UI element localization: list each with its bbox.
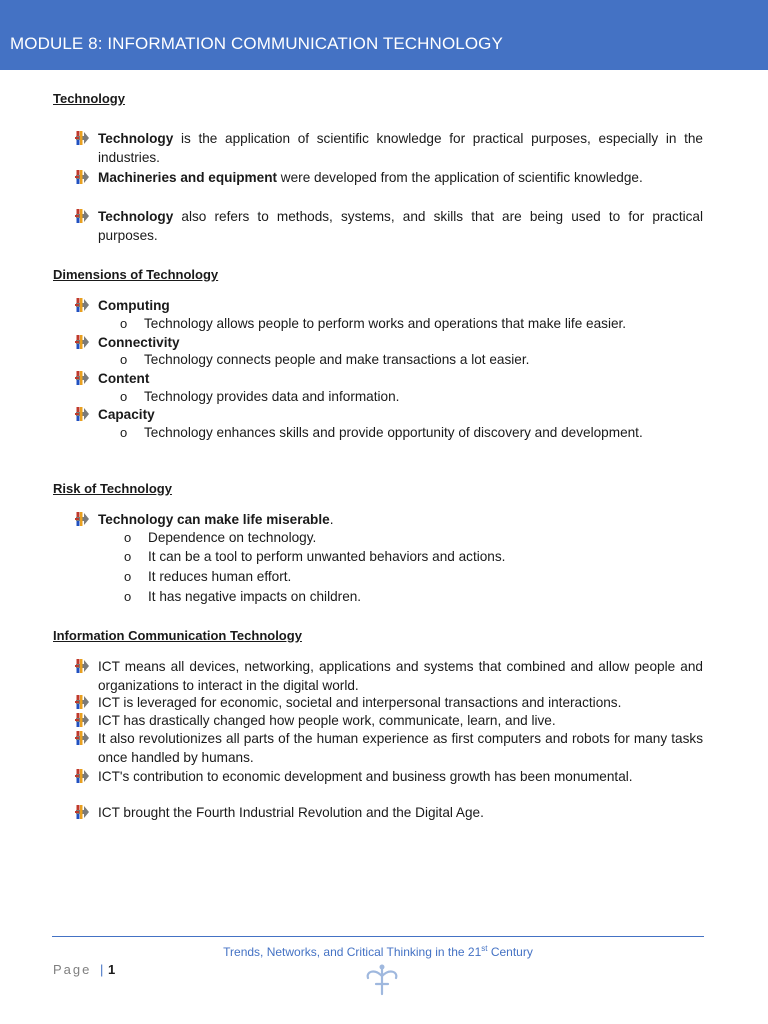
term: Technology <box>98 131 174 146</box>
definition: were developed from the application of scientific knowledge. <box>277 170 643 185</box>
list-item <box>98 296 703 315</box>
arrow-bullet-icon <box>74 334 90 350</box>
section-heading-ict: Information Communication Technology <box>53 628 302 643</box>
footer-divider <box>52 936 704 937</box>
fleur-logo-icon <box>362 962 402 996</box>
arrow-bullet-icon <box>74 694 90 710</box>
list-item <box>98 711 703 730</box>
sub-item <box>120 424 704 442</box>
ict-text: ICT brought the Fourth Industrial Revolution and the Digital Age. <box>98 805 484 820</box>
list-item <box>98 803 703 822</box>
list-item <box>98 405 703 424</box>
page-separator: | <box>100 962 104 977</box>
sub-text: Technology allows people to perform works and operations that make life easier. <box>144 316 627 331</box>
dimension-label: Capacity <box>98 407 155 422</box>
risk-lead: Technology can make life miserable <box>98 512 330 527</box>
course-title-end: Century <box>487 945 533 959</box>
sub-text: It can be a tool to perform unwanted behaviors and actions. <box>148 549 506 564</box>
list-item <box>98 729 703 767</box>
sub-text: Technology enhances skills and provide opportunity of discovery and development. <box>144 425 643 440</box>
arrow-bullet-icon <box>74 511 90 527</box>
section-heading-risk: Risk of Technology <box>53 481 172 496</box>
sub-text: Dependence on technology. <box>148 530 317 545</box>
sub-item <box>120 315 704 333</box>
term: Machineries and equipment <box>98 170 278 185</box>
arrow-bullet-icon <box>74 370 90 386</box>
ict-text: ICT means all devices, networking, applications and systems that combined and allow people and organizations to interact in the digital world. <box>98 659 703 693</box>
arrow-bullet-icon <box>74 208 90 224</box>
definition: is the application of scientific knowledge for practical purposes, especially in the industries. <box>98 131 703 165</box>
list-item <box>98 510 703 529</box>
sub-item <box>124 548 708 566</box>
arrow-bullet-icon <box>74 658 90 674</box>
term: Technology <box>98 209 174 224</box>
section-heading-technology: Technology <box>53 91 125 106</box>
arrow-bullet-icon <box>74 804 90 820</box>
circle-bullet-icon: o <box>120 389 128 404</box>
ict-text: ICT's contribution to economic development and business growth has been monumental. <box>98 769 633 784</box>
arrow-bullet-icon <box>74 297 90 313</box>
list-item <box>98 657 703 695</box>
list-item <box>98 693 703 712</box>
ict-text: It also revolutionizes all parts of the human experience as first computers and robots for many tasks once handled by humans. <box>98 731 703 765</box>
list-item <box>98 767 703 786</box>
module-title: MODULE 8: INFORMATION COMMUNICATION TECHNOLOGY <box>10 34 503 53</box>
footer-course-title <box>0 944 756 959</box>
sub-item <box>124 529 708 547</box>
list-item <box>98 333 703 352</box>
circle-bullet-icon: o <box>120 316 128 331</box>
page-number: 1 <box>108 962 116 977</box>
circle-bullet-icon: o <box>124 569 132 584</box>
course-title-superscript: st <box>481 944 488 953</box>
arrow-bullet-icon <box>74 712 90 728</box>
arrow-bullet-icon <box>74 169 90 185</box>
sub-text: Technology provides data and information. <box>144 389 400 404</box>
sub-item <box>120 351 704 369</box>
definition: also refers to methods, systems, and skills that are being used to for practical purposes. <box>98 209 703 243</box>
sub-text: It has negative impacts on children. <box>148 589 362 604</box>
list-item <box>98 129 703 167</box>
section-heading-dimensions: Dimensions of Technology <box>53 267 219 282</box>
list-item <box>98 207 703 245</box>
dimension-label: Content <box>98 371 150 386</box>
circle-bullet-icon: o <box>120 352 128 367</box>
list-item <box>98 168 703 187</box>
module-banner <box>0 0 768 70</box>
sub-text: It reduces human effort. <box>148 569 292 584</box>
dimension-label: Computing <box>98 298 170 313</box>
arrow-bullet-icon <box>74 768 90 784</box>
arrow-bullet-icon <box>74 406 90 422</box>
circle-bullet-icon: o <box>124 589 132 604</box>
circle-bullet-icon: o <box>120 425 128 440</box>
risk-lead-tail: . <box>329 512 334 527</box>
sub-item <box>124 568 708 586</box>
ict-text: ICT has drastically changed how people work, communicate, learn, and live. <box>98 713 556 728</box>
list-item <box>98 369 703 388</box>
page-label: Page <box>53 962 92 977</box>
course-title-main: Trends, Networks, and Critical Thinking in the 21 <box>223 945 482 959</box>
sub-item <box>124 588 708 606</box>
arrow-bullet-icon <box>74 730 90 746</box>
sub-text: Technology connects people and make transactions a lot easier. <box>144 352 530 367</box>
dimension-label: Connectivity <box>98 335 180 350</box>
ict-text: ICT is leveraged for economic, societal and interpersonal transactions and interactions. <box>98 695 622 710</box>
circle-bullet-icon: o <box>124 549 132 564</box>
sub-item <box>120 388 704 406</box>
arrow-bullet-icon <box>74 130 90 146</box>
circle-bullet-icon: o <box>124 530 132 545</box>
